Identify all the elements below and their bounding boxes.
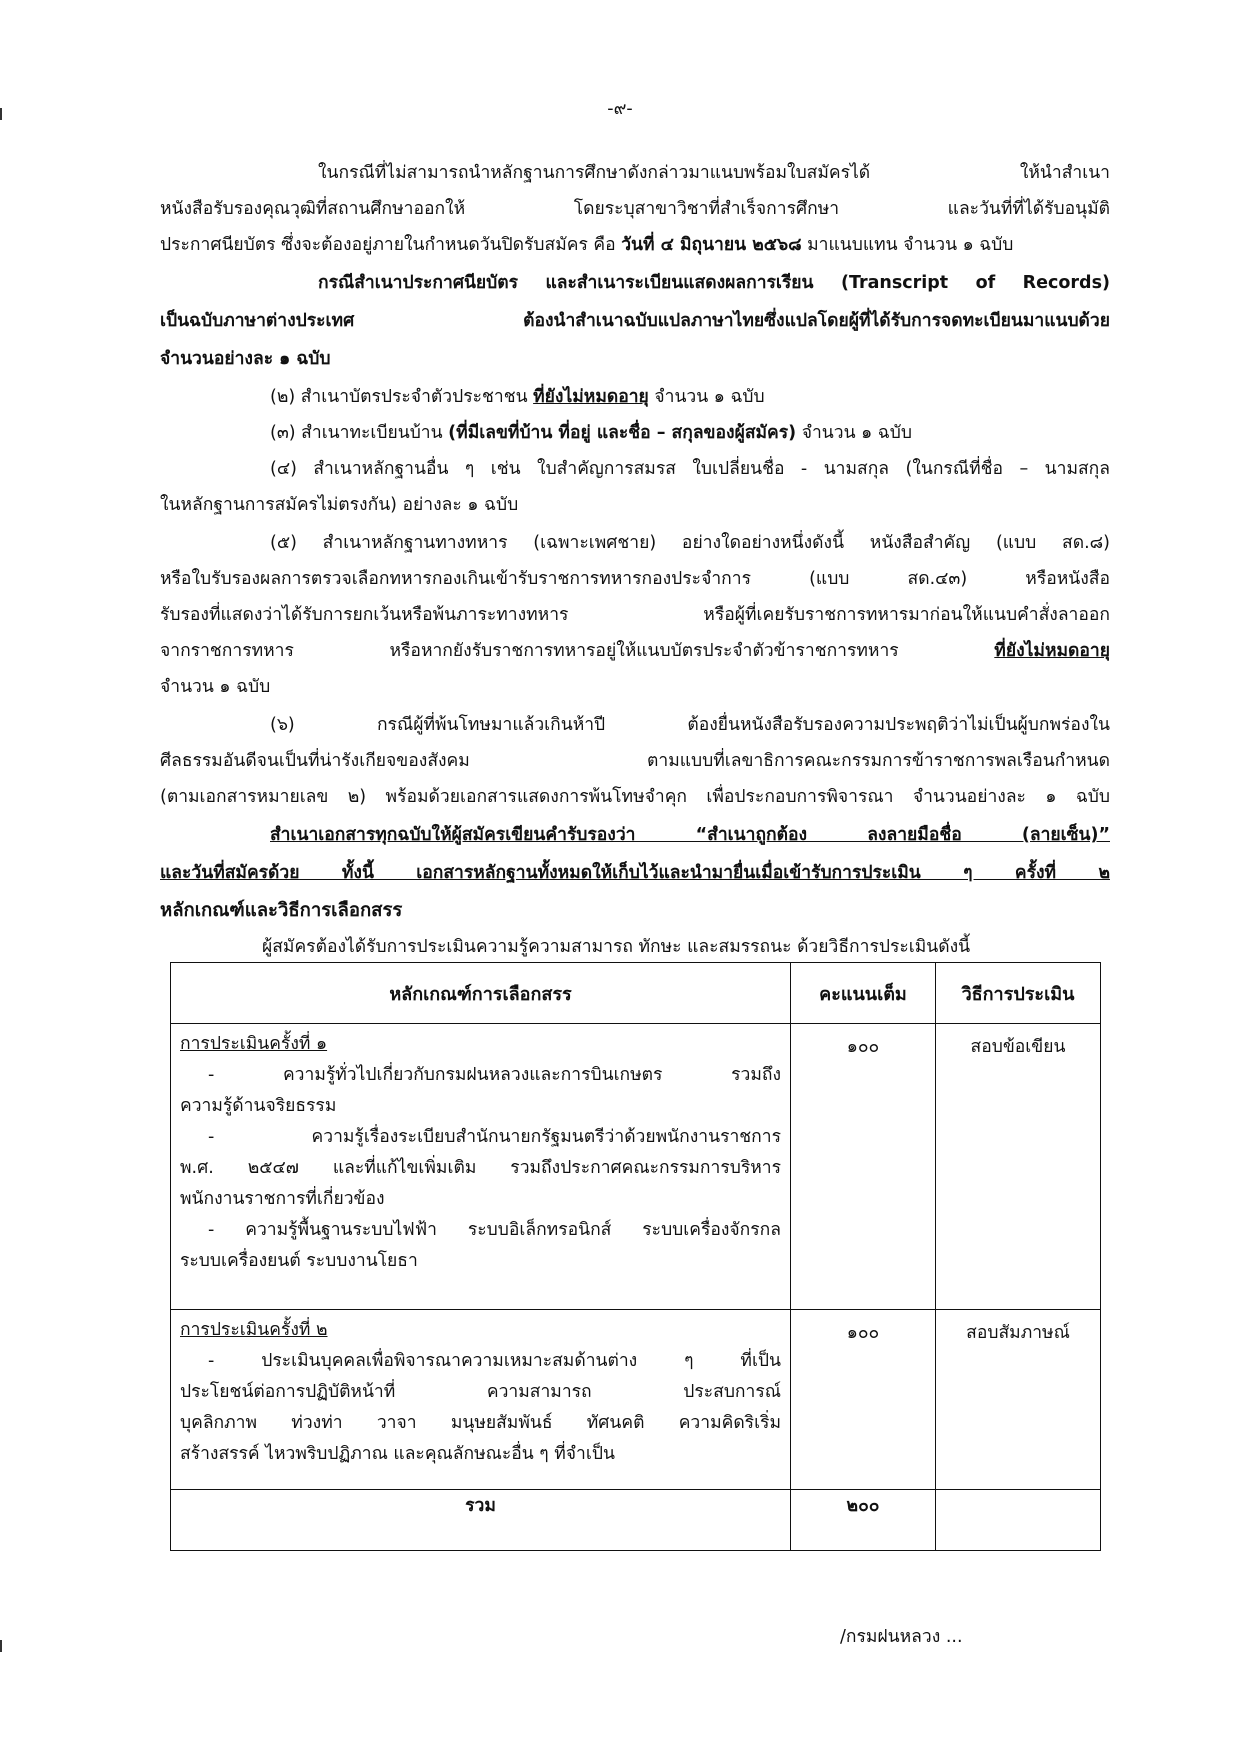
certify-line2: และวันที่สมัครด้วย ทั้งนี้ เอกสารหลักฐานทั้งหมดให้เก็บไว้และนำมายื่นเมื่อเข้ารับการประเมิน ๆ ครั้งที่ ๒ (160, 863, 1110, 883)
header-full-score: คะแนนเต็ม (791, 963, 936, 1024)
para1-line3 (160, 232, 1013, 258)
item5-line2: หรือใบรับรองผลการตรวจเลือกทหารกองเกินเข้ารับราชการทหารกองประจำการ (แบบ สด.๔๓) หรือหนังสือ (160, 569, 1110, 589)
round1-title: การประเมินครั้งที่ ๑ (180, 1034, 328, 1054)
scan-margin-mark (0, 1640, 2, 1652)
item2-end: จำนวน ๑ ฉบับ (648, 387, 765, 407)
round2-line: ประโยชน์ต่อการปฏิบัติหน้าที่ ความสามารถ ประสบการณ์ (180, 1382, 781, 1402)
para1-line3-text: ประกาศนียบัตร ซึ่งจะต้องอยู่ภายในกำหนดวันปิดรับสมัคร คือ (160, 235, 622, 255)
total-score: ๒๐๐ (791, 1490, 936, 1551)
item4-line1: (๔) สำเนาหลักฐานอื่น ๆ เช่น ใบสำคัญการสมรส ใบเปลี่ยนชื่อ - นามสกุล (ในกรณีที่ชื่อ – นามสกุล (270, 459, 1110, 479)
item4-line2: ในหลักฐานการสมัครไม่ตรงกัน) อย่างละ ๑ ฉบับ (160, 495, 519, 515)
item3 (270, 420, 912, 446)
scan-margin-mark (0, 108, 2, 120)
round2-criteria (171, 1310, 791, 1490)
item6-line3: (ตามเอกสารหมายเลข ๒) พร้อมด้วยเอกสารแสดงการพ้นโทษจำคุก เพื่อประกอบการพิจารณา จำนวนอย่างละ ๑ ฉบับ (160, 787, 1110, 807)
para1-line1: ในกรณีที่ไม่สามารถนำหลักฐานการศึกษาดังกล่าวมาแนบพร้อมใบสมัครได้ ให้นำสำเนา (318, 163, 1110, 183)
table-row (171, 1310, 1101, 1490)
certify-line1: สำเนาเอกสารทุกฉบับให้ผู้สมัครเขียนคำรับรองว่า “สำเนาถูกต้อง ลงลายมือชื่อ (ลายเซ็น)” (270, 825, 1110, 845)
item2 (270, 384, 765, 410)
round1-line: พ.ศ. ๒๕๔๗ และที่แก้ไขเพิ่มเติม รวมถึงประกาศคณะกรรมการบริหาร (180, 1158, 781, 1178)
selection-heading: หลักเกณฑ์และวิธีการเลือกสรร (160, 900, 403, 921)
round1-line: - ความรู้พื้นฐานระบบไฟฟ้า ระบบอิเล็กทรอนิกส์ ระบบเครื่องจักรกล (208, 1220, 781, 1240)
item5-line4 (160, 638, 1110, 664)
header-criteria: หลักเกณฑ์การเลือกสรร (171, 963, 791, 1024)
item5-line3: รับรองที่แสดงว่าได้รับการยกเว้นหรือพ้นภาระทางทหาร หรือผู้ที่เคยรับราชการทหารมาก่อนให้แนบคำสั่งลาออก (160, 605, 1110, 625)
round1-line: - ความรู้ทั่วไปเกี่ยวกับกรมฝนหลวงและการบินเกษตร รวมถึง (208, 1065, 781, 1085)
total-method-empty (936, 1490, 1101, 1551)
continuation-footer: /กรมฝนหลวง ... (840, 1627, 963, 1647)
item6-line2: ศีลธรรมอันดีจนเป็นที่น่ารังเกียจของสังคม ตามแบบที่เลขาธิการคณะกรรมการข้าราชการพลเรือนกำหนด (160, 751, 1110, 771)
item3-text: (๓) สำเนาทะเบียนบ้าน (270, 423, 449, 443)
round2-score: ๑๐๐ (791, 1310, 936, 1490)
item2-emphasis: ที่ยังไม่หมดอายุ (533, 387, 649, 407)
round1-line: พนักงานราชการที่เกี่ยวข้อง (180, 1189, 385, 1209)
item3-emphasis: (ที่มีเลขที่บ้าน ที่อยู่ และชื่อ – สกุลของผู้สมัคร) (448, 423, 797, 443)
round1-method: สอบข้อเขียน (936, 1024, 1101, 1310)
item3-end: จำนวน ๑ ฉบับ (796, 423, 912, 443)
round1-line: ระบบเครื่องยนต์ ระบบงานโยธา (180, 1251, 418, 1271)
round2-title: การประเมินครั้งที่ ๒ (180, 1320, 328, 1340)
criteria-table (170, 962, 1101, 1551)
header-method: วิธีการประเมิน (936, 963, 1101, 1024)
round1-criteria (171, 1024, 791, 1310)
para2-line3: จำนวนอย่างละ ๑ ฉบับ (160, 349, 331, 369)
item5-line4-text: จากราชการทหาร หรือหากยังรับราชการทหารอยู่ให้แนบบัตรประจำตัวข้าราชการทหาร (160, 641, 995, 661)
table-row (171, 1024, 1101, 1310)
page-number: -๙- (607, 99, 633, 119)
round2-line: บุคลิกภาพ ท่วงท่า วาจา มนุษยสัมพันธ์ ทัศนคติ ความคิดริเริ่ม (180, 1413, 781, 1433)
para2-line2: เป็นฉบับภาษาต่างประเทศ ต้องนำสำเนาฉบับแปลภาษาไทยซึ่งแปลโดยผู้ที่ได้รับการจดทะเบียนมาแนบด้วย (160, 311, 1110, 331)
round1-score: ๑๐๐ (791, 1024, 936, 1310)
item5-line1: (๕) สำเนาหลักฐานทางทหาร (เฉพาะเพศชาย) อย่างใดอย่างหนึ่งดังนี้ หนังสือสำคัญ (แบบ สด.๘) (270, 533, 1110, 553)
selection-intro: ผู้สมัครต้องได้รับการประเมินความรู้ความสามารถ ทักษะ และสมรรถนะ ด้วยวิธีการประเมินดังนี้ (262, 937, 971, 957)
para2-line1: กรณีสำเนาประกาศนียบัตร และสำเนาระเบียนแสดงผลการเรียน (Transcript of Records) (318, 273, 1110, 293)
table-header-row (171, 963, 1101, 1024)
para1-line2: หนังสือรับรองคุณวุฒิที่สถานศึกษาออกให้ โดยระบุสาขาวิชาที่สำเร็จการศึกษา และวันที่ที่ได้รับอนุมัติ (160, 199, 1110, 219)
closing-date: วันที่ ๔ มิถุนายน ๒๕๖๘ (621, 235, 802, 255)
item5-line5: จำนวน ๑ ฉบับ (160, 677, 271, 697)
round1-line: - ความรู้เรื่องระเบียบสำนักนายกรัฐมนตรีว่าด้วยพนักงานราชการ (208, 1127, 781, 1147)
para1-line3-end: มาแนบแทน จำนวน ๑ ฉบับ (801, 235, 1014, 255)
item5-emphasis: ที่ยังไม่หมดอายุ (994, 641, 1110, 661)
item2-text: (๒) สำเนาบัตรประจำตัวประชาชน (270, 387, 534, 407)
round2-line: - ประเมินบุคคลเพื่อพิจารณาความเหมาะสมด้านต่าง ๆ ที่เป็น (208, 1351, 781, 1371)
table-total-row (171, 1490, 1101, 1551)
total-label: รวม (171, 1490, 791, 1551)
round1-line: ความรู้ด้านจริยธรรม (180, 1096, 337, 1116)
round2-method: สอบสัมภาษณ์ (936, 1310, 1101, 1490)
round2-line: สร้างสรรค์ ไหวพริบปฏิภาณ และคุณลักษณะอื่น ๆ ที่จำเป็น (180, 1444, 615, 1464)
item6-line1: (๖) กรณีผู้ที่พ้นโทษมาแล้วเกินห้าปี ต้องยื่นหนังสือรับรองความประพฤติว่าไม่เป็นผู้บกพร่องใน (270, 715, 1110, 735)
